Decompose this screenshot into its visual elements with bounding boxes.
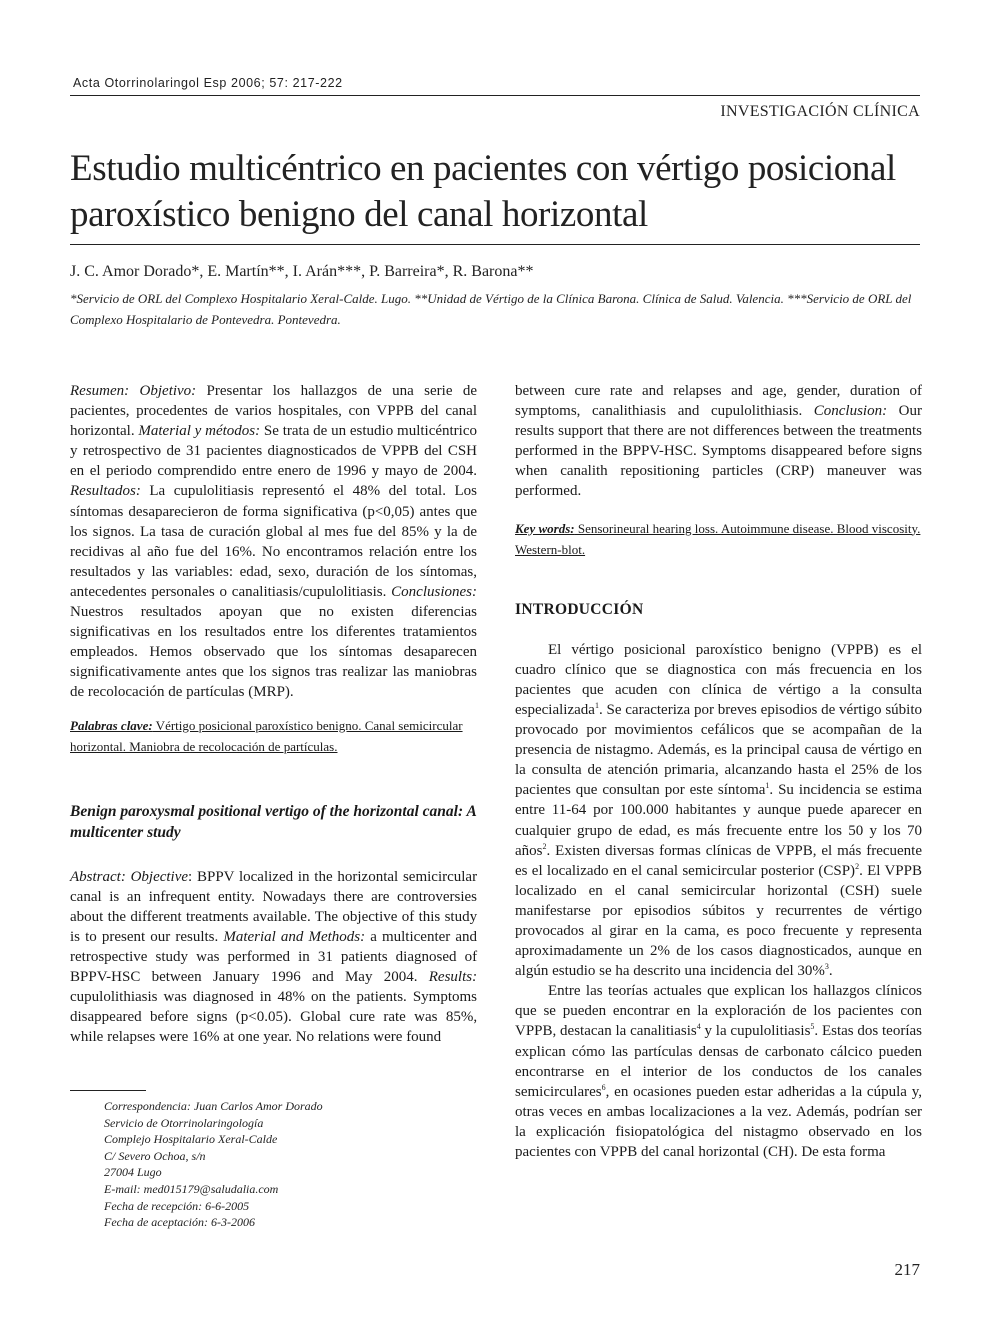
palabras-clave-text: Vértigo posicional paroxístico benigno. Canal semicircular horizontal. Maniobra de recolocación de partículas. bbox=[70, 717, 463, 754]
abstract-objective-text: this bbox=[418, 908, 441, 925]
abstract-mm-text bbox=[456, 949, 464, 965]
abstract-results-label: Results: bbox=[428, 968, 478, 985]
abstract-mm-text: and bbox=[455, 928, 478, 945]
abstract-conclusion-text: (CRP) bbox=[775, 463, 815, 480]
abstract-objective-text: BPPV bbox=[196, 868, 235, 885]
resumen-res-text: La cupulolitiasis representó el 48% del total. Los síntomas desaparecieron de forma significativa (p<0,05) antes que los signos. La tasa de curación global al mes fue del 85% y la de recidivas al año fue del 16%. No encontramos relación entre los resultados y las variables: edad, sexo, duración de los síntomas, antecedentes personales o canalitiasis/cupulolitiasis. bbox=[70, 483, 477, 600]
abstract-conclusion-text: performed bbox=[515, 443, 578, 460]
abstract-results-text: relations bbox=[317, 1029, 370, 1046]
abstract-mm-text bbox=[219, 949, 227, 965]
key-words bbox=[515, 518, 922, 560]
abstract-objective-text: : bbox=[188, 868, 193, 885]
abstract-results-text bbox=[840, 383, 850, 399]
abstract-results-text bbox=[699, 403, 711, 419]
abstract-conclusion-text: Our bbox=[898, 403, 922, 420]
abstract-conclusion-text: when bbox=[515, 463, 548, 480]
intro-paragraph-1 bbox=[515, 640, 922, 982]
abstract-results-text: before bbox=[149, 1009, 189, 1026]
abstract-results-text: between bbox=[515, 383, 565, 399]
abstract-objective-text: The bbox=[314, 908, 339, 925]
resumen-objetivo-label: Objetivo: bbox=[139, 383, 197, 399]
intro-text: . Su incidencia se estima entre 11-64 por 100.000 habitantes y aunque puede aparecer en cualquier grupo de edad, es más frecuente entre los 50 y los 70 años bbox=[515, 782, 922, 859]
abstract-results-text: relapses bbox=[673, 383, 722, 399]
abstract-results-text: Global bbox=[300, 1009, 341, 1026]
abstract-conclusion-text: there bbox=[633, 423, 664, 440]
abstract-conclusion-text: the bbox=[837, 423, 856, 440]
correspondence-email[interactable]: E-mail: med015179@saludalia.com bbox=[104, 1181, 279, 1196]
abstract-objective-text: treatments bbox=[186, 908, 249, 925]
resumen-objetivo-text: Presentar los hallazgos de una serie de pacientes, procedentes de varios hospitales, con VPPB del canal horizontal. bbox=[70, 383, 478, 440]
abstract-objective-text bbox=[389, 889, 397, 905]
abstract-results-text: gender, bbox=[796, 383, 841, 399]
affiliations: *Servicio de ORL del Complexo Hospitalario Xeral-Calde. Lugo. **Unidad de Vértigo de la Clínica Barona. Clínica de Salud. Valencia. ***Servicio de ORL del Complexo Hospitalario de Pontevedra. Pontevedra. bbox=[70, 291, 912, 327]
abstract-mm-label: and bbox=[280, 928, 304, 945]
abstract-objective-text: Nowadays bbox=[262, 888, 326, 905]
abstract-conclusion-text: Symptoms bbox=[701, 443, 767, 460]
correspondence-line: 27004 Lugo bbox=[104, 1165, 162, 1180]
resumen-res-label: Resultados: bbox=[70, 483, 141, 500]
abstract-conclusion-text: the bbox=[599, 443, 618, 460]
abstract-mm-text: was bbox=[196, 948, 220, 965]
abstract-conclusion-text: results bbox=[515, 423, 555, 440]
abstract-results-text: disappeared bbox=[70, 1009, 142, 1026]
abstract-results-text: cure bbox=[574, 383, 601, 399]
correspondence-line: Fecha de recepción: 6-6-2005 bbox=[104, 1198, 250, 1213]
key-words-text: Sensorineural hearing loss. Autoimmune disease. Blood viscosity. Western-blot. bbox=[515, 520, 921, 557]
abstract-conclusion-text bbox=[700, 463, 713, 479]
abstract-results-text: year. bbox=[263, 1029, 293, 1046]
intro-text: . Existen diversas formas clínicas de VPPB, el más frecuente es el localizado en el canal semicircular posterior (CSP) bbox=[515, 842, 922, 879]
abstract-objective-text bbox=[255, 889, 263, 905]
abstract-results-text: age, bbox=[762, 383, 787, 399]
resumen-mm-text: Se trata de un estudio multicéntrico y retrospectivo de 31 pacientes diagnosticados de VPPB del CSH en el periodo comprendido entre enero de 1996 y mayo de 2004. bbox=[70, 423, 477, 480]
abstract-mm-text: 1996 bbox=[270, 968, 301, 985]
abstract-mm-text: 31 bbox=[317, 948, 333, 965]
abstract-results-text bbox=[580, 403, 592, 419]
abstract-mm-text: a bbox=[370, 928, 377, 945]
abstract-mm-text bbox=[202, 969, 213, 985]
correspondence-line: Correspondencia: Juan Carlos Amor Dorado bbox=[104, 1099, 323, 1113]
key-words-label: Key words: bbox=[515, 520, 575, 536]
header-rule bbox=[70, 95, 920, 96]
abstract-objective-text: semicircular bbox=[402, 868, 478, 885]
abstract-results-text bbox=[666, 403, 678, 419]
abstract-mm-text bbox=[188, 949, 196, 965]
abstract-conclusion-text: support bbox=[558, 423, 604, 440]
palabras-clave-label: Palabras clave: bbox=[70, 717, 153, 733]
abstract-objective-text bbox=[363, 889, 371, 905]
abstract-mm-text: and bbox=[312, 968, 334, 985]
abstract-results-text: diagnosed bbox=[192, 989, 254, 1006]
abstract-mm-text bbox=[260, 969, 271, 985]
abstract-results-text bbox=[664, 383, 674, 399]
abstract-results-text: (p<0.05). bbox=[235, 1009, 292, 1026]
abstract-objective-text: objective bbox=[342, 908, 398, 925]
abstract-conclusion-label: Conclusion: bbox=[813, 403, 888, 420]
abstract-objective-text: an bbox=[126, 888, 142, 905]
intro-text: . El VPPB localizado en el canal semicircular horizontal (CSH) suele manifestarse por episodios súbitos y recurrentes de vértigo provocados al girar en la cama, es poco frecuente y representa aproximadamente un 2% de los casos diagnosticados, aunque en algún estudio se ha descrito una incidencia del 30% bbox=[515, 862, 922, 980]
correspondence-line: C/ Severo Ochoa, s/n bbox=[104, 1148, 206, 1163]
abstract-results-text bbox=[438, 1009, 446, 1025]
abstract-mm-text bbox=[334, 969, 345, 985]
abstract-mm-text: May bbox=[344, 968, 373, 985]
abstract-mm-text bbox=[310, 949, 318, 965]
citation-ref: 6 bbox=[601, 1082, 606, 1092]
abstract-conclusion-text bbox=[608, 463, 621, 479]
abstract-objective-text: controversies bbox=[397, 888, 478, 905]
abstract-continuation bbox=[515, 381, 922, 502]
abstract-results-text: and bbox=[731, 383, 753, 399]
abstract-conclusion-text: in bbox=[582, 443, 595, 460]
section-label: INVESTIGACIÓN CLÍNICA bbox=[720, 103, 920, 120]
abstract-results-text: and bbox=[677, 403, 700, 420]
abstract-results-text bbox=[900, 383, 910, 399]
abstract-mm-text: multicenter bbox=[381, 928, 451, 945]
abstract-mm-text bbox=[417, 969, 428, 985]
abstract-results-text: were bbox=[373, 1029, 403, 1046]
abstract-mm-text bbox=[372, 969, 383, 985]
abstract-results-text bbox=[188, 1009, 196, 1025]
abstract-mm-text: 2004. bbox=[383, 968, 418, 985]
abstract-objective-text: available. bbox=[252, 908, 311, 925]
abstract-label: Abstract: bbox=[70, 868, 126, 885]
abstract-mm-text: patients bbox=[340, 948, 388, 965]
abstract-mm-text bbox=[333, 949, 341, 965]
intro-text: Entre las teorías actuales que explican los hallazgos clínicos que se pueden encontrar en la exploración de los pacientes con VPPB, destacan la canalitiasis bbox=[515, 983, 922, 1040]
left-column bbox=[70, 381, 477, 1047]
resumen bbox=[70, 381, 477, 703]
abstract-results-text: while bbox=[70, 1029, 104, 1046]
journal-citation: Acta Otorrinolaringol Esp 2006; 57: 217-222 bbox=[73, 76, 343, 90]
abstract-mm-text: performed bbox=[227, 948, 291, 965]
palabras-clave bbox=[70, 715, 477, 757]
abstract-mm-text: study bbox=[155, 948, 189, 965]
abstract-objective-text: there bbox=[333, 888, 364, 905]
abstract-results-text bbox=[802, 403, 814, 419]
abstract-results-text: were bbox=[159, 1029, 189, 1046]
abstract-results-text bbox=[406, 1009, 414, 1025]
abstract-objective-text: different bbox=[130, 908, 182, 925]
abstract-results-text: 16% bbox=[192, 1029, 220, 1046]
abstract-conclusion-text: between bbox=[783, 423, 834, 440]
abstract-mm-text: diagnosed bbox=[395, 948, 457, 965]
intro-text: . Se caracteriza por breves episodios de vértigo súbito provocado por movimientos cefálicos que se acompañan de la presencia de nistagmo. Además, es la principal causa de vértigo en la consulta de atención primaria, alcanzando hasta el 25% de los pacientes que consultan por este síntoma bbox=[515, 701, 922, 799]
resumen-mm-label: Material y métodos: bbox=[138, 423, 261, 440]
correspondence bbox=[104, 1098, 464, 1231]
abstract-results-text: on bbox=[310, 989, 326, 1006]
abstract-objective-text: entity. bbox=[217, 888, 255, 905]
abstract-results-text bbox=[753, 383, 763, 399]
abstract-conclusion-text: treatments bbox=[859, 423, 923, 440]
abstract-results-text bbox=[565, 383, 575, 399]
abstract-conclusion-text: differences bbox=[712, 423, 780, 440]
correspondence-line: Complejo Hospitalario Xeral-Calde bbox=[104, 1132, 278, 1147]
abstract-conclusion-text: was bbox=[898, 463, 922, 480]
abstract-objective-text: horizontal bbox=[337, 868, 399, 885]
abstract-results-text: relapses bbox=[107, 1029, 156, 1046]
abstract-mm-text bbox=[140, 969, 151, 985]
abstract-conclusion-text: maneuver bbox=[826, 463, 886, 480]
abstract-results-text: 85%, bbox=[445, 1009, 478, 1026]
abstract-conclusion-text: canalith bbox=[560, 463, 608, 480]
abstract-conclusion-text: signs bbox=[891, 443, 923, 460]
abstract-objective-text: is bbox=[109, 888, 120, 905]
abstract-mm-text: retrospective bbox=[70, 948, 148, 965]
abstract-results-text: cupulolithiasis bbox=[70, 989, 158, 1006]
abstract-objective-text: localized bbox=[238, 868, 294, 885]
abstract-results-text: No bbox=[295, 1029, 315, 1046]
abstract-objective-text: to bbox=[85, 928, 97, 945]
abstract-objective-label: Objective bbox=[130, 868, 189, 885]
abstract-results-text bbox=[142, 1009, 150, 1025]
intro-text: El vértigo posicional paroxístico benigno (VPPB) es el cuadro clínico que se diagnostica con más frecuencia en los pacientes que acuden con clínica de vértigo a la consulta especializada bbox=[515, 641, 922, 718]
abstract-results-text: signs bbox=[196, 1009, 228, 1026]
abstract-results-text: canalithiasis bbox=[592, 403, 667, 420]
abstract-conclusion-text bbox=[886, 463, 899, 479]
abstract-mm-text: in bbox=[298, 948, 310, 965]
abstract-conclusion-text: repositioning bbox=[620, 463, 700, 480]
abstract-results-text: duration bbox=[849, 383, 900, 399]
abstract-conclusion-text: that bbox=[607, 423, 630, 440]
resumen-conc-text: Nuestros resultados apoyan que no existen diferencias significativas en los resultados entre los diferentes tratamientos empleados. Hemos observado que los síntomas desaparecen significativamente antes que los signos tras realizar las maniobras de recolocación de partículas (MRP). bbox=[70, 604, 477, 701]
citation-ref: 3 bbox=[824, 962, 829, 972]
abstract-results-text bbox=[227, 1009, 235, 1025]
citation-ref: 2 bbox=[542, 841, 547, 851]
abstract-objective-text: infrequent bbox=[148, 888, 211, 905]
page-number: 217 bbox=[894, 1260, 920, 1279]
abstract-mm-text: between bbox=[151, 968, 202, 985]
abstract-results-text bbox=[600, 383, 610, 399]
english-title: Benign paroxysmal positional vertigo of the horizontal canal: A multicenter study bbox=[70, 802, 476, 841]
abstract-objective-text bbox=[141, 889, 149, 905]
citation-ref: 1 bbox=[594, 700, 599, 710]
abstract-objective-text: are bbox=[371, 888, 390, 905]
abstract-results-text bbox=[722, 383, 732, 399]
abstract-conclusion-text: BPPV-HSC. bbox=[622, 443, 697, 460]
abstract-results-text: in bbox=[259, 989, 272, 1006]
abstract-conclusion-text: particles bbox=[712, 463, 764, 480]
abstract-objective-text: is bbox=[70, 928, 81, 945]
citation-ref: 4 bbox=[696, 1022, 701, 1032]
abstract-results-text: was bbox=[163, 989, 187, 1006]
abstract-objective-text: in bbox=[297, 868, 310, 885]
abstract-objective-text: study bbox=[444, 908, 478, 925]
abstract-mm-label: Material bbox=[223, 928, 276, 945]
abstract-conclusion-text: before bbox=[847, 443, 887, 460]
abstract-results-text: the bbox=[332, 989, 351, 1006]
abstract bbox=[70, 867, 477, 1048]
abstract-mm-text bbox=[290, 949, 298, 965]
intro-text: , en ocasiones pueden estar adheridas a la cúpula y, otras veces en ambas localizaciones a la vez. Además, podrían ser la explicación fisiopatológica del nistagmo observado en los pacientes con VPPB del canal horizontal (CH). De esta forma bbox=[515, 1083, 922, 1160]
title-rule bbox=[70, 244, 920, 245]
abstract-mm-label: Methods: bbox=[308, 928, 366, 945]
abstract-conclusion-text bbox=[763, 463, 776, 479]
abstract-mm-text: BPPV-HSC bbox=[70, 968, 141, 985]
footnote-rule bbox=[70, 1090, 146, 1091]
right-column bbox=[515, 381, 922, 1162]
abstract-results-text: patients. bbox=[356, 989, 407, 1006]
abstract-objective-text: canal bbox=[70, 888, 102, 905]
abstract-mm-text bbox=[147, 949, 155, 965]
citation-ref: 5 bbox=[810, 1022, 815, 1032]
abstract-conclusion-text bbox=[548, 463, 561, 479]
intro-text: . bbox=[828, 963, 833, 980]
intro-heading: INTRODUCCIÓN bbox=[515, 600, 644, 618]
abstract-results-text bbox=[292, 1009, 300, 1025]
abstract-mm-text: of bbox=[464, 948, 478, 965]
correspondence-line: Servicio de Otorrinolaringología bbox=[104, 1115, 264, 1130]
abstract-results-text: symptoms, bbox=[515, 403, 581, 420]
abstract-results-text: one bbox=[237, 1029, 260, 1046]
abstract-mm-text: January bbox=[212, 968, 260, 985]
citation-ref: 2 bbox=[855, 861, 860, 871]
abstract-results-text: found bbox=[406, 1029, 442, 1046]
abstract-results-text: 48% bbox=[277, 989, 305, 1006]
abstract-objective-text: about bbox=[70, 908, 104, 925]
citation-ref: 1 bbox=[765, 781, 770, 791]
abstract-results-text: at bbox=[223, 1029, 235, 1046]
abstract-conclusion-text: performed. bbox=[515, 483, 582, 500]
abstract-objective-text: our bbox=[150, 928, 171, 945]
abstract-objective-text: of bbox=[401, 908, 415, 925]
abstract-conclusion-text bbox=[887, 403, 899, 419]
abstract-results-text: Symptoms bbox=[412, 989, 477, 1006]
abstract-results-text: and bbox=[641, 383, 664, 399]
abstract-conclusion-text bbox=[814, 463, 827, 479]
abstract-objective-text: the bbox=[107, 908, 126, 925]
correspondence-line: Fecha de aceptación: 6-3-2006 bbox=[104, 1215, 255, 1230]
intro-text: y la cupulolitiasis bbox=[700, 1023, 811, 1040]
abstract-results-text: cure bbox=[349, 1009, 376, 1026]
abstract-conclusion-text: are bbox=[667, 423, 686, 440]
resumen-label: Resumen: bbox=[70, 383, 130, 399]
abstract-conclusion-text: not bbox=[689, 423, 709, 440]
abstract-objective-text: the bbox=[314, 868, 333, 885]
abstract-conclusion-text: disappeared bbox=[771, 443, 843, 460]
abstract-objective-text bbox=[210, 889, 218, 905]
article-title: Estudio multicéntrico en pacientes con vértigo posicional paroxístico benigno del canal horizontal bbox=[70, 148, 896, 235]
abstract-results-text: of bbox=[909, 383, 923, 399]
abstract-objective-text bbox=[119, 889, 127, 905]
abstract-results-text: cupulolithiasis. bbox=[710, 403, 803, 420]
abstract-objective-text: present bbox=[101, 928, 146, 945]
abstract-results-text bbox=[632, 383, 642, 399]
abstract-mm-text bbox=[301, 969, 312, 985]
abstract-objective-text: results. bbox=[175, 928, 219, 945]
authors: J. C. Amor Dorado*, E. Martín**, I. Arán***, P. Barreira*, R. Barona** bbox=[70, 263, 534, 280]
abstract-results-text: was bbox=[414, 1009, 438, 1026]
resumen-conc-label: Conclusiones: bbox=[391, 583, 477, 600]
intro-paragraph-2 bbox=[515, 981, 922, 1162]
abstract-results-text: rate bbox=[383, 1009, 406, 1026]
intro-text: . Estas dos teorías explican cómo las partículas densas de carbonato cálcico pueden encontrarse en el interior de los conductos de los canales semicirculares bbox=[515, 1023, 922, 1100]
abstract-results-text: rate bbox=[609, 383, 633, 399]
abstract-mm-text bbox=[388, 949, 396, 965]
abstract-results-text bbox=[341, 1009, 349, 1025]
